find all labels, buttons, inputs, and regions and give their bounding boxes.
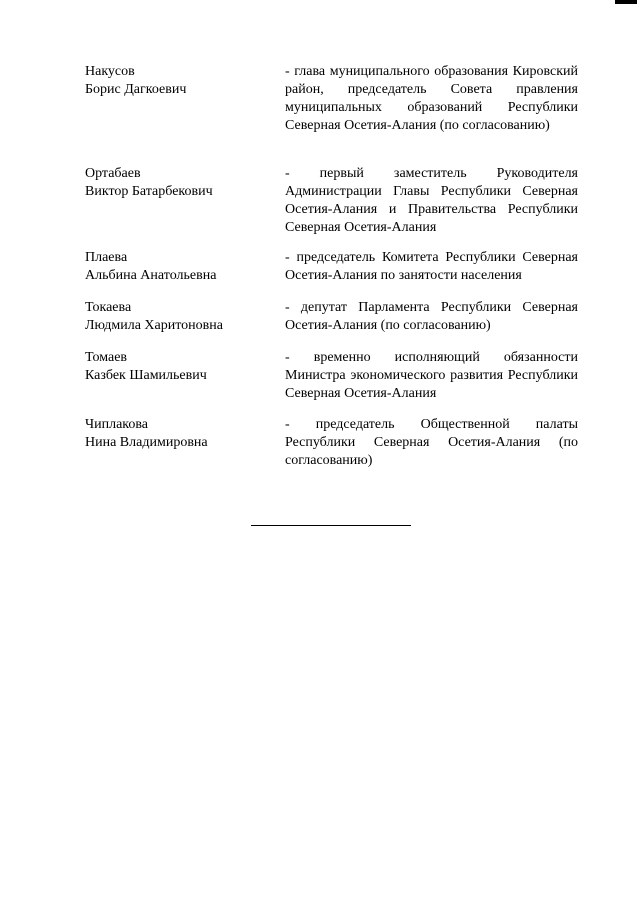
member-given-names: Нина Владимировна (85, 435, 208, 450)
member-surname: Томаев (85, 350, 128, 365)
member-description: - председатель Комитета Республики Северная Осетия-Алания по занятости населения (285, 250, 578, 283)
member-surname: Токаева (85, 300, 132, 315)
member-name (85, 299, 275, 335)
member-surname: Плаева (85, 250, 128, 265)
member-name (85, 249, 275, 285)
member-description: - депутат Парламента Республики Северная Осетия-Алания (по согласованию) (285, 300, 578, 333)
member-surname: Чиплакова (85, 417, 149, 432)
member-name (85, 63, 275, 99)
member-given-names: Людмила Харитоновна (85, 318, 223, 333)
member-description: - временно исполняющий обязанности Министра экономического развития Республики Северная Осетия-Алания (285, 350, 578, 401)
member-surname: Ортабаев (85, 166, 141, 181)
member-surname: Накусов (85, 64, 135, 79)
member-name (85, 349, 275, 385)
member-given-names: Альбина Анатольевна (85, 268, 217, 283)
member-name (85, 165, 275, 201)
member-given-names: Виктор Батарбекович (85, 184, 213, 199)
member-description: - глава муниципального образования Кировский район, председатель Совета правления муниципальных образований Республики Северная Осетия-Алания (по согласованию) (285, 64, 578, 133)
member-name (85, 416, 275, 452)
member-given-names: Борис Дагкоевич (85, 82, 187, 97)
member-given-names: Казбек Шамильевич (85, 368, 207, 383)
member-description: - первый заместитель Руководителя Администрации Главы Республики Северная Осетия-Алания и Правительства Республики Северная Осетия-Алания (285, 166, 578, 235)
member-description: - председатель Общественной палаты Республики Северная Осетия-Алания (по согласованию) (285, 417, 578, 468)
page-corner-mark (615, 0, 637, 4)
closing-divider-line (251, 525, 411, 526)
